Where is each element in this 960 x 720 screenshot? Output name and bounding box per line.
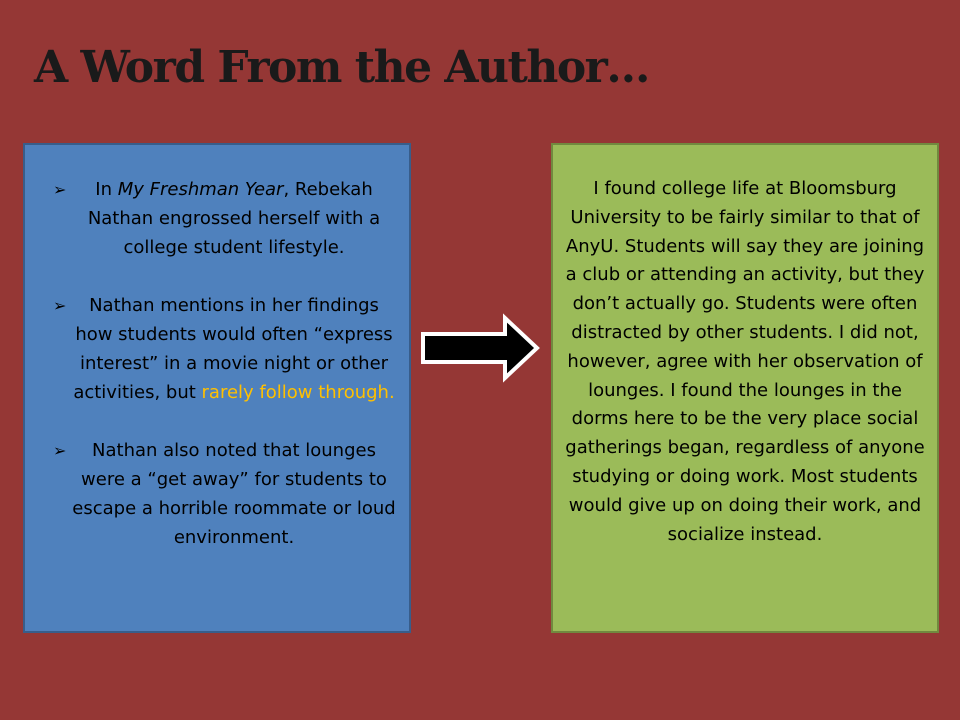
bullet-text bbox=[69, 175, 399, 262]
bullet-text bbox=[69, 291, 399, 407]
bullet-item bbox=[39, 291, 399, 407]
summary-box bbox=[23, 143, 411, 633]
reflection-text: I found college life at Bloomsburg University to be fairly similar to that of AnyU. Students will say they are joining a club or attending an activity, but they don’t actually go. Students were often distracted by other students. I did not, however, agree with her observation of lounges. I found the lounges in the dorms here to be the very place social gatherings began, regardless of anyone studying or doing work. Most students would give up on doing their work, and socialize instead. bbox=[565, 178, 925, 545]
reflection-box bbox=[551, 143, 939, 633]
bullet-item bbox=[39, 175, 399, 262]
right-arrow-icon bbox=[418, 313, 542, 383]
bullet-text: Nathan also noted that lounges were a “get away” for students to escape a horrible roommate or loud environment. bbox=[72, 440, 396, 548]
slide-title: A Word From the Author… bbox=[34, 42, 649, 93]
bullet-text-suffix: , Rebekah Nathan engrossed herself with a college student lifestyle. bbox=[87, 179, 381, 258]
bullet-text-body: Nathan mentions in her findings how students would often “express interest” in a movie night or other activities, but bbox=[73, 295, 393, 403]
arrowhead-bullet-icon: ➢ bbox=[53, 441, 67, 460]
arrowhead-bullet-icon: ➢ bbox=[53, 180, 67, 199]
highlighted-text: rarely follow through. bbox=[201, 382, 395, 403]
bullet-item bbox=[39, 436, 399, 552]
arrowhead-bullet-icon: ➢ bbox=[53, 296, 67, 315]
book-title: My Freshman Year bbox=[117, 179, 284, 200]
bullet-text-prefix: In bbox=[95, 179, 118, 200]
